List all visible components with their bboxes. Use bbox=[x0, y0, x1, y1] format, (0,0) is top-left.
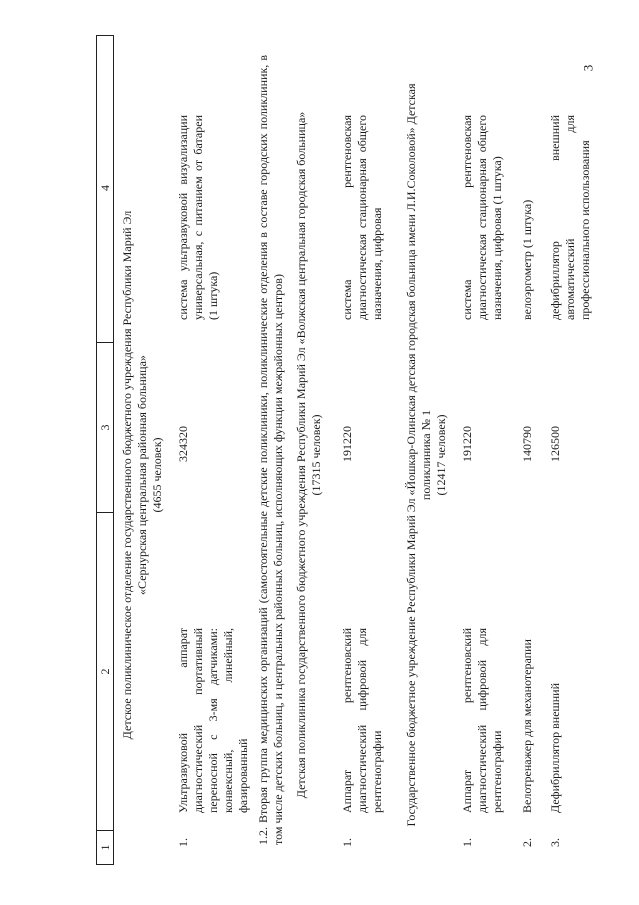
row-name: Аппарат рентгеновский диагностический цифровой для рентгенографии bbox=[460, 628, 504, 813]
row-number: 2. bbox=[520, 838, 534, 847]
section-title-text: 1.2. Вторая группа медицинских организаций (самостоятельные детские поликлиники, поликлинические отделения в составе городских поликлиник, в том числе детских больниц, и центральных районных больниц, исполняющих функции межрайонных центров) bbox=[256, 55, 285, 845]
row-description: велоэргометр (1 штука) bbox=[520, 199, 534, 320]
row-description: система рентгеновская диагностическая стационарная общего назначения, цифровая (1 штука) bbox=[460, 115, 504, 320]
section-title-text: Детское поликлиническое отделение государственного бюджетного учреждения Республики Марий Эл «Сернурская центральная районная больница» bbox=[120, 210, 149, 740]
row-code: 191220 bbox=[340, 426, 354, 462]
page-number: 3 bbox=[579, 64, 595, 72]
row-number: 1. bbox=[460, 838, 474, 847]
section-title bbox=[294, 65, 324, 845]
row-code: 324320 bbox=[176, 426, 190, 462]
section-count: (12417 человек) bbox=[434, 414, 448, 496]
header-col-2: 2 bbox=[97, 512, 113, 830]
header-col-1: 1 bbox=[97, 830, 113, 864]
row-description: система рентгеновская диагностическая стационарная общего назначения, цифровая bbox=[340, 115, 384, 320]
section-count: (17315 человек) bbox=[309, 414, 323, 496]
row-name: Дефибриллятор внешний bbox=[548, 682, 562, 813]
table-header bbox=[96, 35, 114, 865]
row-name: Ультразвуковой аппарат диагностический портативный переносной с 3-мя датчиками: конвексный, линейный, фазированный bbox=[176, 628, 250, 813]
row-code: 140790 bbox=[520, 426, 534, 462]
row-name: Аппарат рентгеновский диагностический цифровой для рентгенографии bbox=[340, 628, 384, 813]
row-code: 126500 bbox=[548, 426, 562, 462]
section-title-text: Государственное бюджетное учреждение Республики Марий Эл «Йошкар-Олинская детская городская больница имени Л.И.Соколовой» Детская поликлиника № 1 bbox=[404, 83, 433, 827]
header-col-3: 3 bbox=[97, 342, 113, 512]
row-number: 3. bbox=[548, 838, 562, 847]
section-title bbox=[256, 55, 286, 845]
row-description: система ультразвуковой визуализации универсальная, с питанием от батареи (1 штука) bbox=[176, 115, 220, 320]
row-code: 191220 bbox=[460, 426, 474, 462]
section-title bbox=[120, 195, 165, 755]
row-number: 1. bbox=[340, 838, 354, 847]
row-name: Велотренажер для механотерапии bbox=[520, 639, 534, 813]
row-number: 1. bbox=[176, 838, 190, 847]
section-count: (4655 человек) bbox=[150, 437, 164, 513]
section-title bbox=[404, 65, 449, 845]
row-description: дефибриллятор внешний автоматический для профессионального использования bbox=[548, 115, 592, 320]
header-col-4: 4 bbox=[98, 185, 112, 191]
section-title-text: Детская поликлиника государственного бюджетного учреждения Республики Марий Эл «Волжская центральная городская больница» bbox=[294, 111, 308, 799]
